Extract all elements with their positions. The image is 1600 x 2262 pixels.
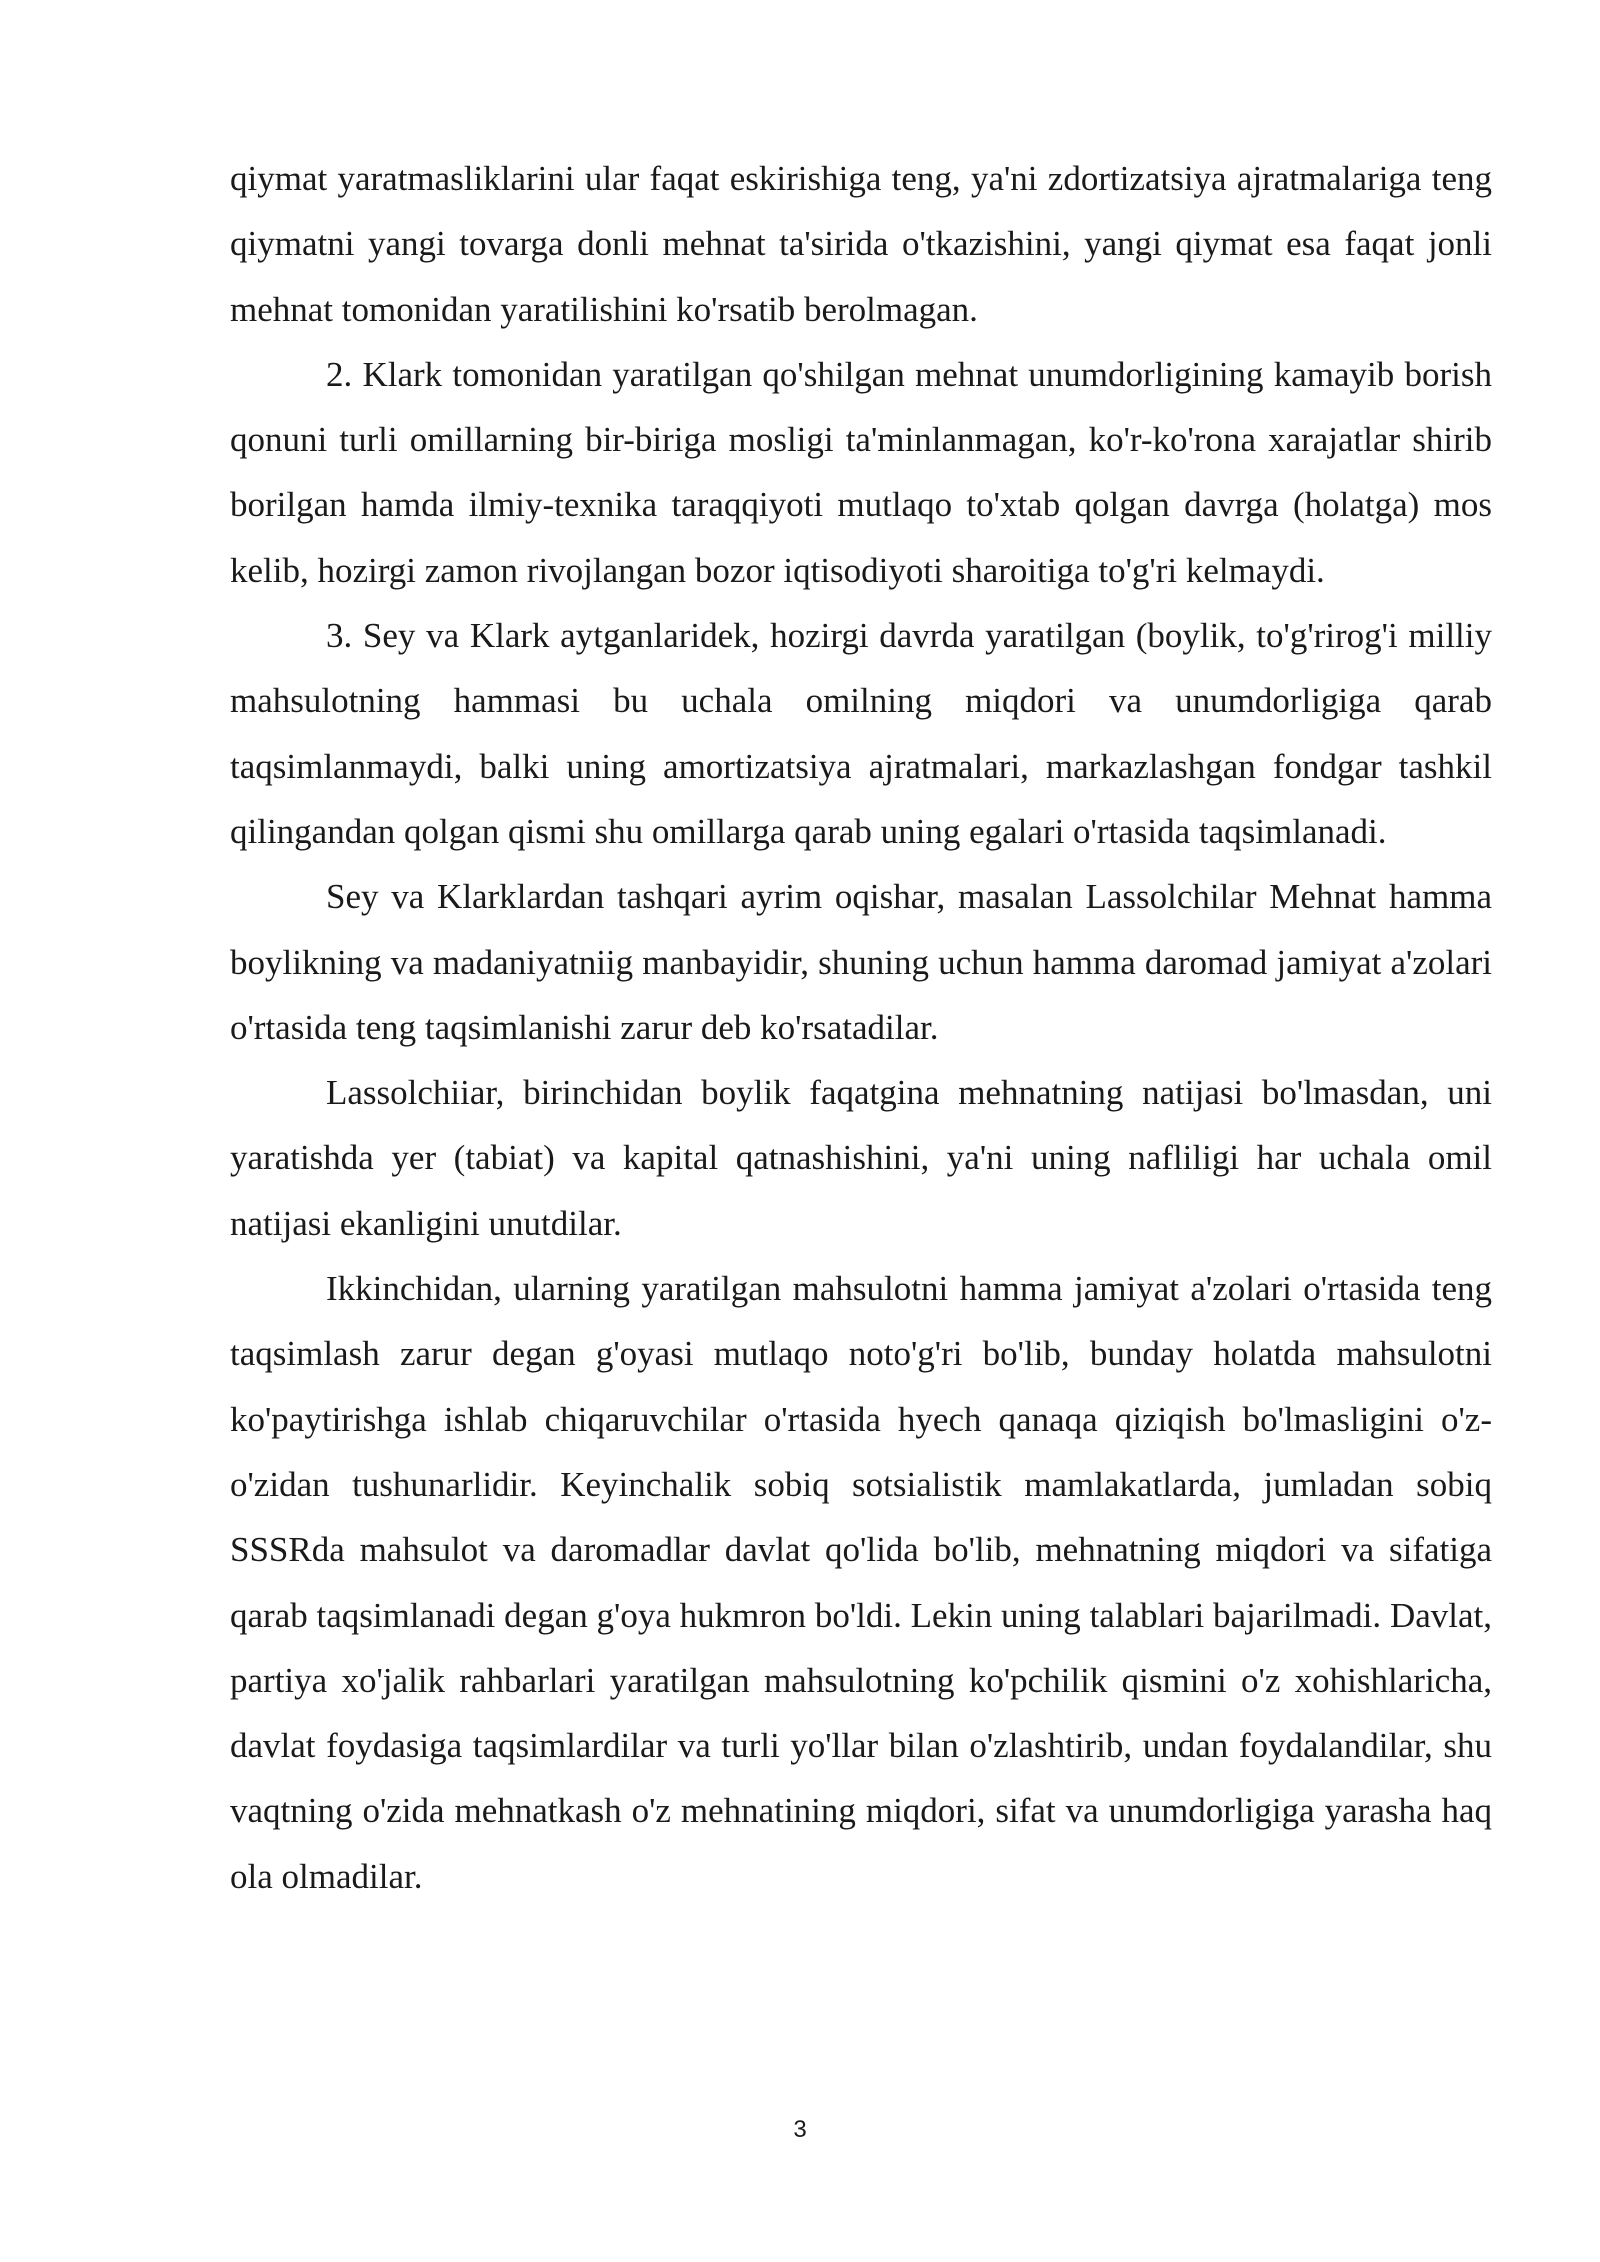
- paragraph-birinchidan: Lassolchiiar, birinchidan boylik faqatgina mehnatning natijasi bo'lmasdan, uni yaratishda yer (tabiat) va kapital qatnashishini, ya'ni uning nafliligi har uchala omil natijasi ekanligini unutdilar.: [230, 1073, 1492, 1243]
- document-body: [230, 146, 1492, 1909]
- paragraph-point-2: 2. Klark tomonidan yaratilgan qo'shilgan mehnat unumdorligining kamayib borish qonuni turli omillarning bir-biriga mosligi ta'minlanmagan, ko'r-ko'rona xarajatlar shirib borilgan hamda ilmiy-texnika taraqqiyoti mutlaqo to'xtab qolgan davrga (holatga) mos kelib, hozirgi zamon rivojlangan bozor iqtisodiyoti sharoitiga to'g'ri kelmaydi.: [230, 354, 1492, 590]
- page-number: 3: [793, 2116, 807, 2143]
- paragraph-continuation: qiymat yaratmasliklarini ular faqat eskirishiga teng, ya'ni zdortizatsiya ajratmalariga teng qiymatni yangi tovarga donli mehnat ta'sirida o'tkazishini, yangi qiymat esa faqat jonli mehnat tomonidan yaratilishini ko'rsatib berolmagan.: [230, 159, 1492, 329]
- paragraph-ikkinchidan: Ikkinchidan, ularning yaratilgan mahsulotni hamma jamiyat a'zolari o'rtasida teng taqsimlash zarur degan g'oyasi mutlaqo noto'g'ri bo'lib, bunday holatda mahsulotni ko'paytirishga ishlab chiqaruvchilar o'rtasida hyech qanaqa qiziqish bo'lmasligini o'z-o'zidan tushunarlidir. Keyinchalik sobiq sotsialistik mamlakatlarda, jumladan sobiq SSSRda mahsulot va daromadlar davlat qo'lida bo'lib, mehnatning miqdori va sifatiga qarab taqsimlanadi degan g'oya hukmron bo'ldi. Lekin uning talablari bajarilmadi. Davlat, partiya xo'jalik rahbarlari yaratilgan mahsulotning ko'pchilik qismini o'z xohishlaricha, davlat foydasiga taqsimlardilar va turli yo'llar bilan o'zlashtirib, undan foydalandilar, shu vaqtning o'zida mehnatkash o'z mehnatining miqdori, sifat va unumdorligiga yarasha haq ola olmadilar.: [230, 1269, 1492, 1896]
- paragraph-point-3: 3. Sey va Klark aytganlaridek, hozirgi davrda yaratilgan (boylik, to'g'rirog'i milliy mahsulotning hammasi bu uchala omilning miqdori va unumdorligiga qarab taqsimlanmaydi, balki uning amortizatsiya ajratmalari, markazlashgan fondgar tashkil qilingandan qolgan qismi shu omillarga qarab uning egalari o'rtasida taqsimlanadi.: [230, 616, 1492, 851]
- paragraph-lassolchilar: Sey va Klarklardan tashqari ayrim oqishar, masalan Lassolchilar Mehnat hamma boylikning va madaniyatniig manbayidir, shuning uchun hamma daromad jamiyat a'zolari o'rtasida teng taqsimlanishi zarur deb ko'rsatadilar.: [230, 877, 1492, 1047]
